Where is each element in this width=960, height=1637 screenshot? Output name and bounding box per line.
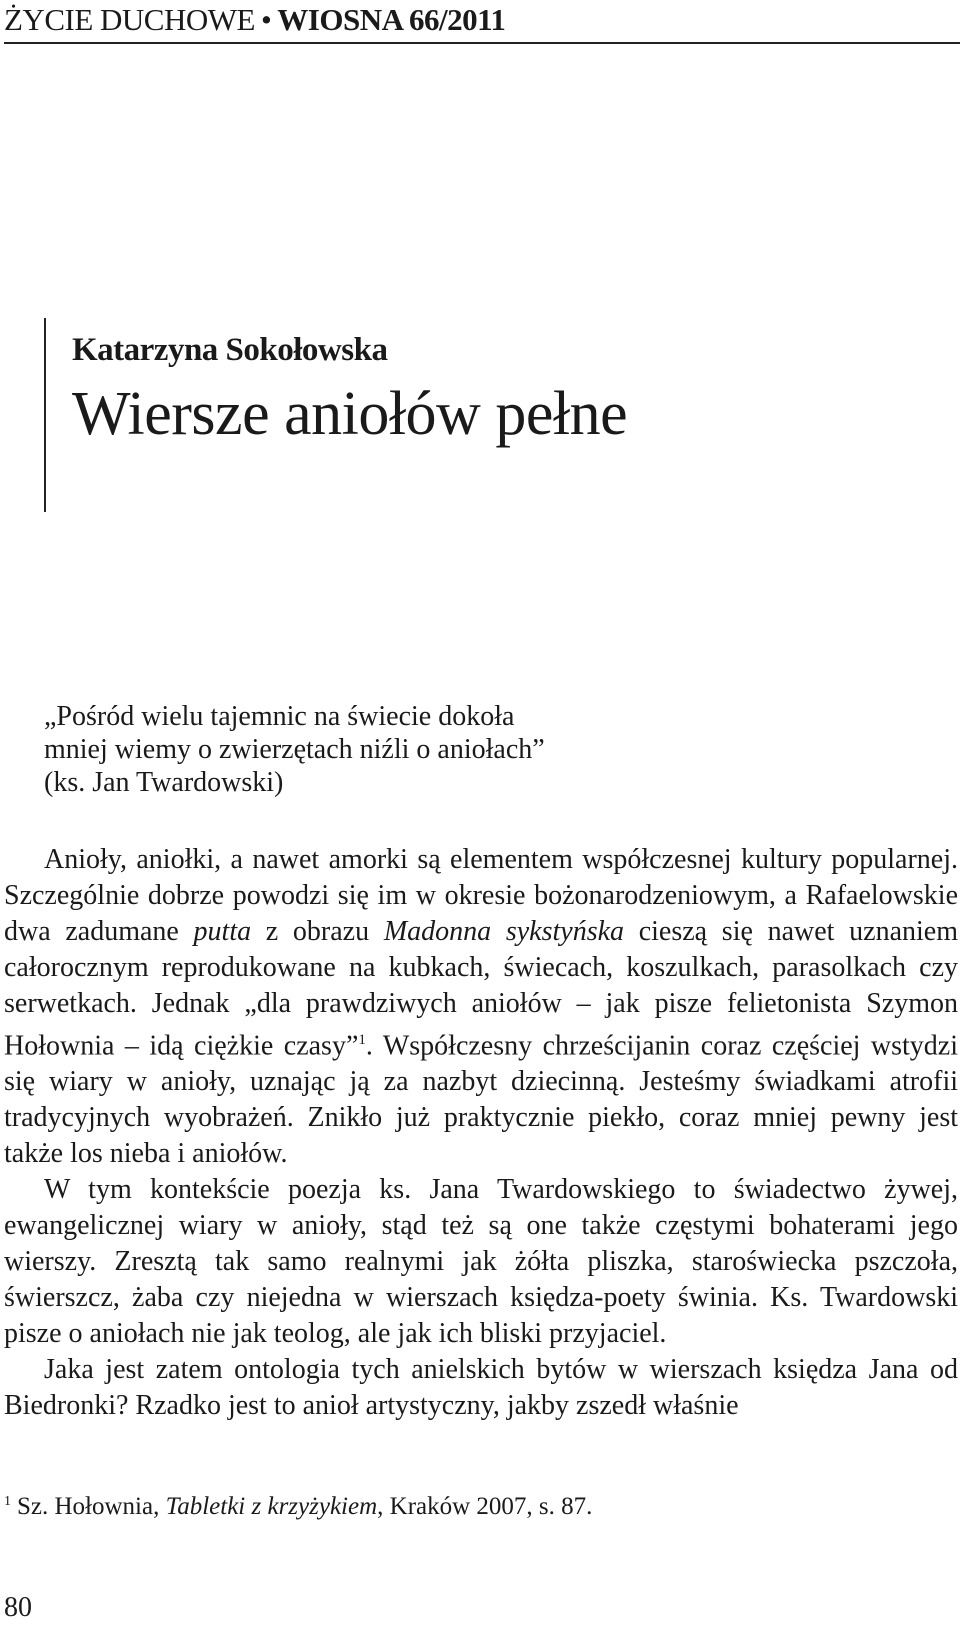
- footnote-text: , Kraków 2007, s. 87.: [377, 1493, 593, 1520]
- article-body: [4, 842, 958, 1424]
- paragraph: W tym kontekście poezja ks. Jana Twardowskiego to świadectwo żywej, ewangelicznej wiary w anioły, stąd też są one także częstymi bohaterami jego wierszy. Zresztą tak samo realnymi jak żółta pliszka, staroświecka pszczoła, świerszcz, żaba czy niejedna w wierszach księdza-poety świnia. Ks. Twardowski pisze o aniołach nie jak teolog, ale jak ich bliski przyjaciel.: [4, 1174, 958, 1350]
- journal-name: ŻYCIE DUCHOWE: [4, 2, 255, 37]
- text-run: . Współczesny chrześcijanin coraz częściej wstydzi się wiary w anioły, uznając ją za nazbyt dziecinną. Jesteśmy świadkami atrofii tradycyjnych wyobrażeń. Znikło już praktycznie piekło, coraz mniej pewny jest także los nieba i aniołów.: [4, 1030, 959, 1170]
- author-name: Katarzyna Sokołowska: [72, 332, 388, 368]
- title-block: [44, 318, 932, 512]
- text-run: z obrazu: [251, 916, 384, 947]
- italic-term: Madonna sykstyńska: [383, 916, 625, 947]
- text-run: cieszą się nawet uznaniem całorocznym reprodukowane na kubkach, świecach, koszulkach, parasolkach czy serwetkach. Jednak „dla prawdziwych aniołów – jak pisze felietonista Szymon Hołownia – idą ciężkie czasy”: [4, 916, 958, 1062]
- epigraph-line: mniej wiemy o zwierzętach niźli o aniołach”: [44, 734, 545, 765]
- epigraph-line: „Pośród wielu tajemnic na świecie dokoła: [44, 701, 515, 732]
- footnote-reference[interactable]: 1: [358, 1032, 366, 1048]
- paragraph: Jaka jest zatem ontologia tych anielskich bytów w wierszach księdza Jana od Biedronki? Rzadko jest to anioł artystyczny, jakby zszedł właśnie: [4, 1354, 958, 1422]
- paragraph: [4, 842, 958, 1172]
- footnote-number: 1: [4, 1493, 11, 1509]
- text-run: Anioły, aniołki, a nawet amorki są elementem współczesnej kultury popularnej. Szczególnie dobrze powodzi się im w okresie bożonarodzeniowym, a Rafaelowskie dwa zadumane: [4, 844, 958, 947]
- italic-term: putta: [193, 916, 252, 947]
- footnote-book-title: Tabletki z krzyżykiem: [165, 1493, 378, 1520]
- epigraph: [44, 700, 545, 799]
- epigraph-attribution: (ks. Jan Twardowski): [44, 767, 284, 798]
- bullet-separator: •: [260, 2, 272, 37]
- footnote: [4, 1493, 592, 1521]
- issue-label: WIOSNA 66/2011: [277, 2, 506, 37]
- running-head: [4, 2, 960, 44]
- article-title: Wiersze aniołów pełne: [72, 380, 628, 448]
- footnote-text: Sz. Hołownia,: [17, 1493, 166, 1520]
- page-number: 80: [4, 1592, 32, 1623]
